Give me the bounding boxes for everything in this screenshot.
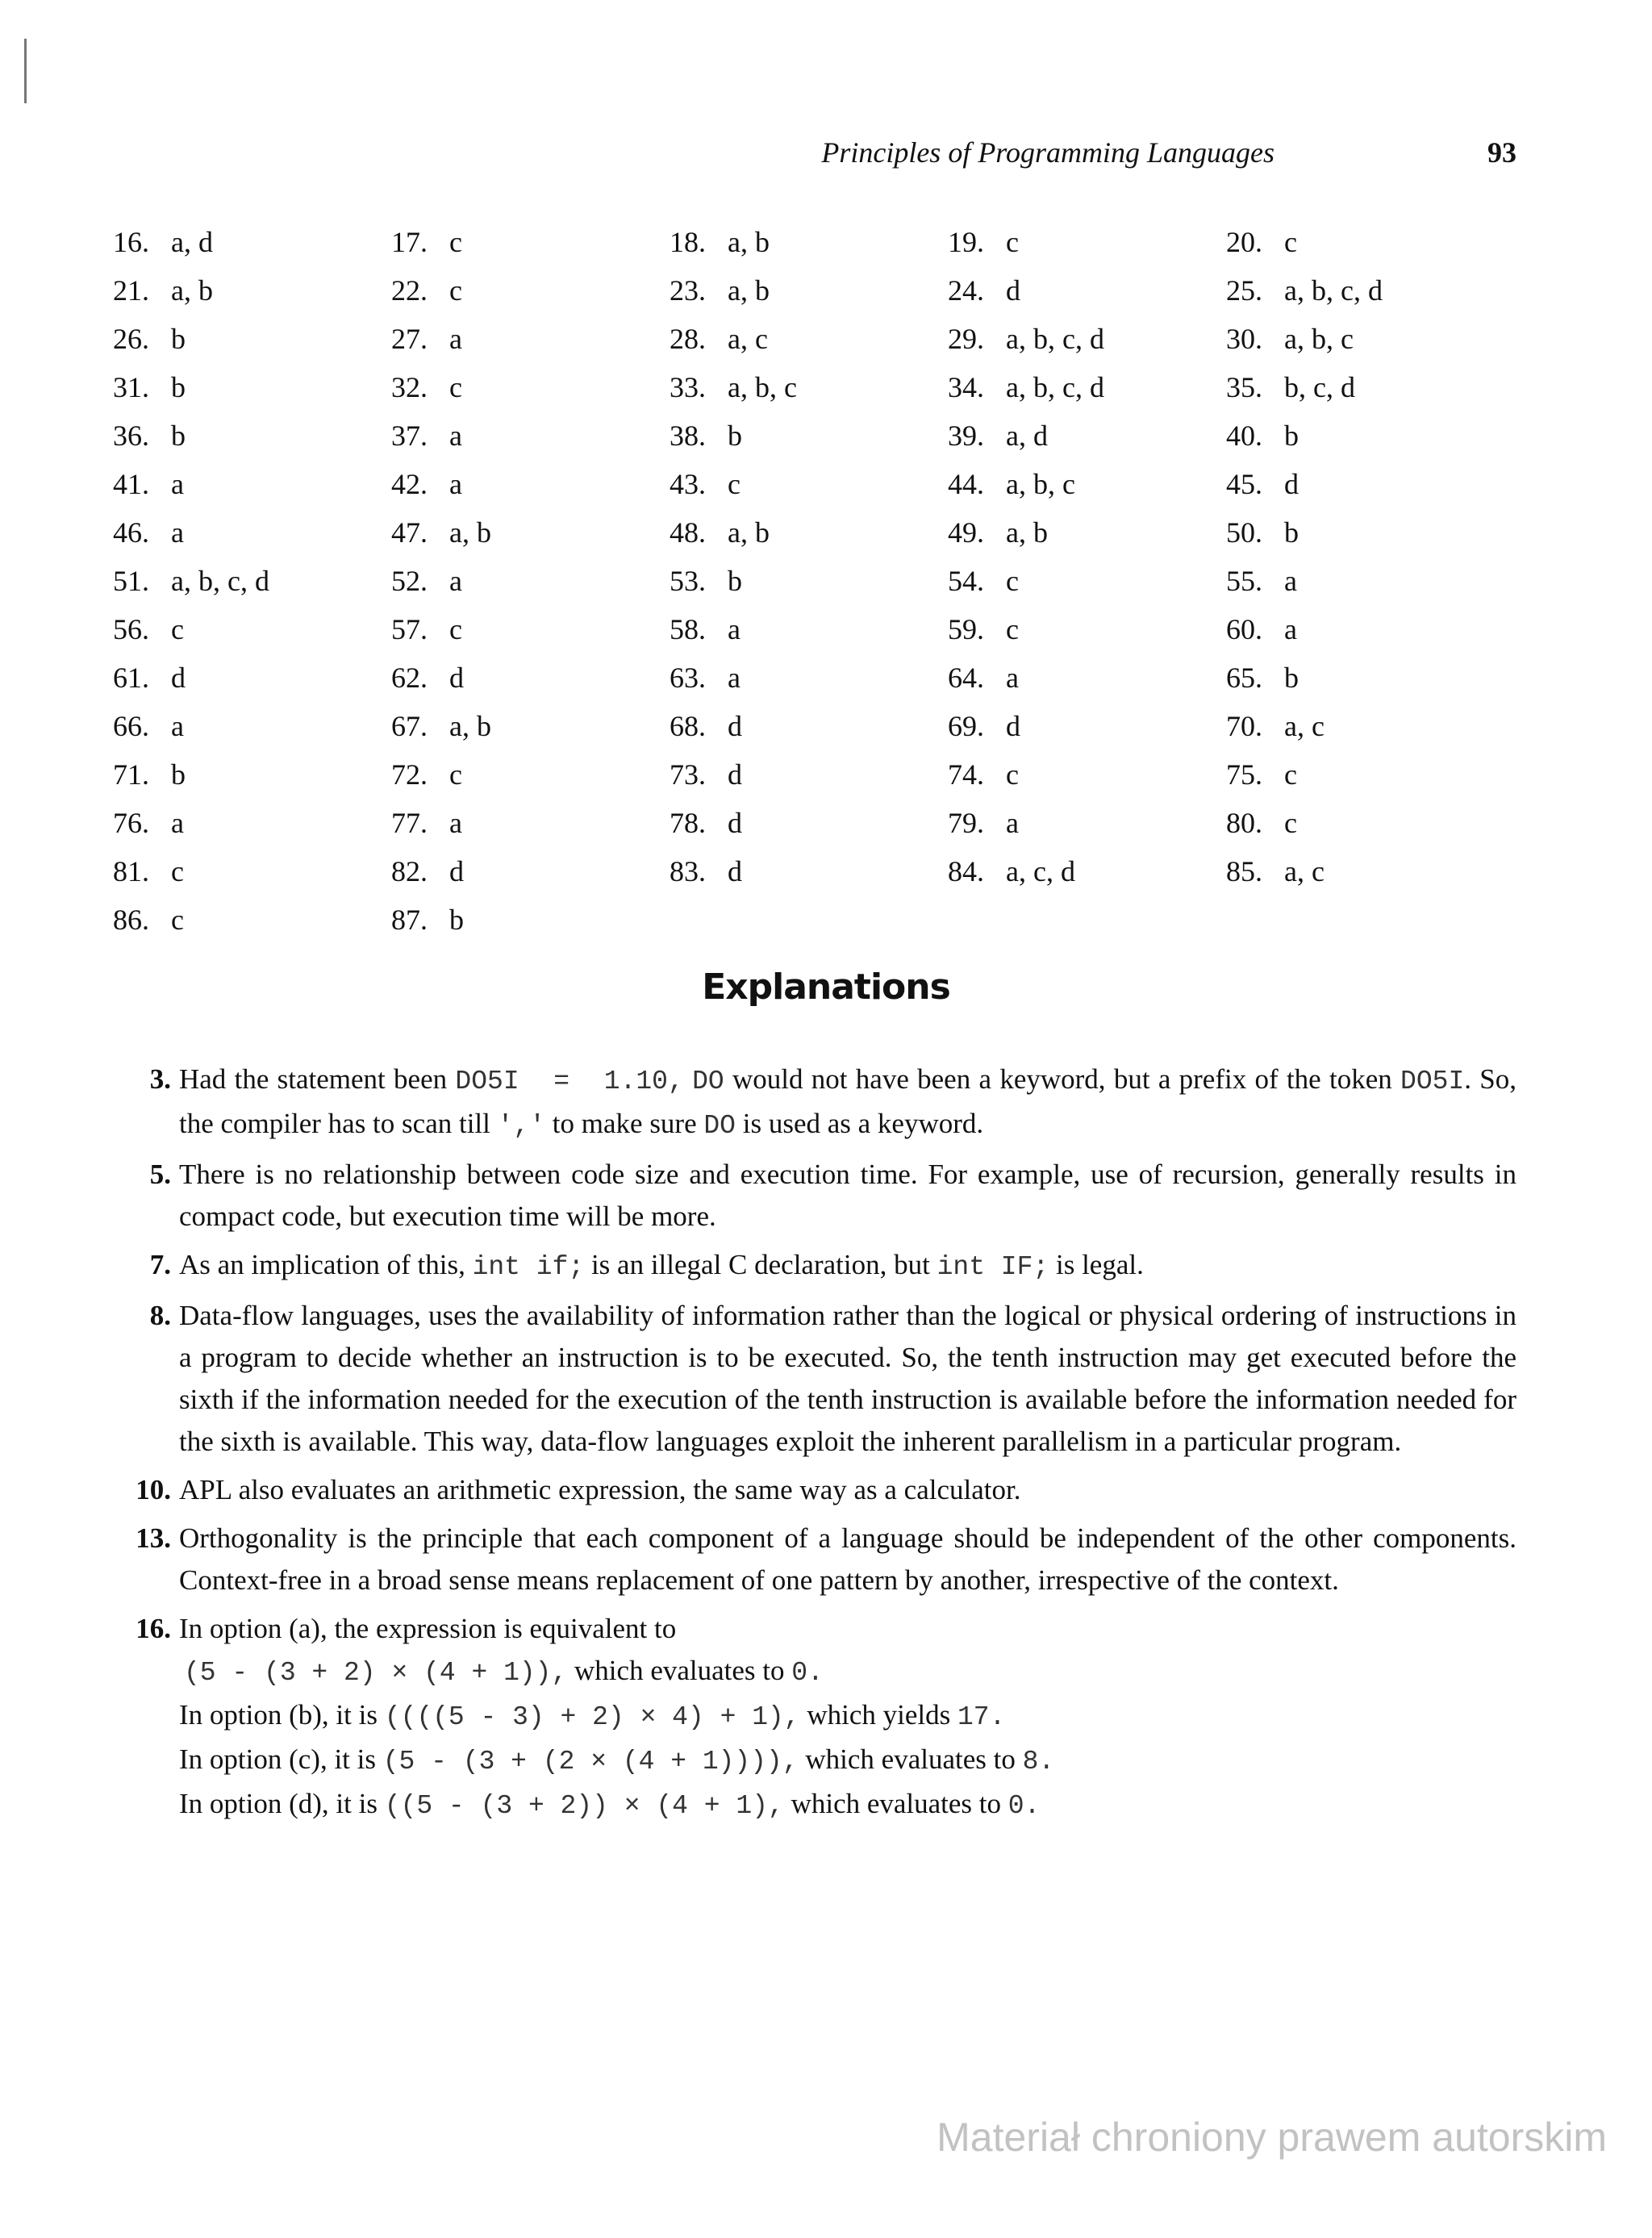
answer-item [1226,702,1516,750]
answer-options: a, c, d [1006,855,1075,887]
code-run: 17. [957,1702,1006,1732]
code-run: ((((5 - 3) + 2) × 4) + 1), [384,1702,800,1732]
question-number: 43. [670,468,706,500]
question-number: 44. [948,468,984,500]
option-a-line [179,1650,1516,1694]
answer-options: a [1284,613,1297,645]
question-number: 71. [113,758,149,791]
question-number: 74. [948,758,984,791]
answer-item [948,460,1226,508]
explanation-number: 16. [136,1613,171,1644]
answer-options: a, b, c, d [1284,274,1383,307]
question-number: 60. [1226,613,1262,645]
answer-options: a [1006,807,1019,839]
explanation-text [179,1058,1516,1147]
answer-item [113,315,391,363]
explanation-number: 3. [149,1063,171,1095]
page-number: 93 [1487,136,1516,169]
answer-options: c [1006,613,1019,645]
answer-options: a, b [449,516,491,549]
answer-options: a, b, c, d [1006,371,1104,403]
answer-item [948,218,1226,266]
question-number: 86. [113,904,149,936]
question-number: 76. [113,807,149,839]
question-number: 67. [391,710,428,742]
question-number: 80. [1226,807,1262,839]
answer-options: b [1284,662,1299,694]
answer-item [391,847,670,896]
explanation-text: Data-flow languages, uses the availability of information rather than the logical or physical ordering of instructions in a program to decide whether an instruction is to be executed. So, the tenth instruction may get executed before the sixth if the information needed for the execution of the tenth instruction is available before the information needed for the sixth is available. This way, data-flow languages exploit the inherent parallelism in a particular program. [179,1300,1516,1457]
answer-item [113,218,391,266]
question-number: 39. [948,420,984,452]
explanation-3 [113,1058,1516,1147]
text-run: is legal. [1049,1249,1144,1280]
answer-key-grid [113,218,1516,944]
answer-item [1226,411,1516,460]
answer-options: a [449,323,462,355]
question-number: 21. [113,274,149,307]
code-run: int if; [472,1252,585,1282]
question-number: 64. [948,662,984,694]
explanation-5 [113,1154,1516,1238]
text-run: In option (b), it is [179,1699,385,1731]
question-number: 24. [948,274,984,307]
answer-options: a, c [728,323,768,355]
answer-options: b [1284,516,1299,549]
question-number: 61. [113,662,149,694]
question-number: 52. [391,565,428,597]
answer-item [113,605,391,653]
question-number: 65. [1226,662,1262,694]
question-number: 35. [1226,371,1262,403]
answer-options: a, b, c [1284,323,1354,355]
question-number: 18. [670,226,706,258]
answer-options: c [449,371,462,403]
answer-item [670,847,948,896]
question-number: 41. [113,468,149,500]
question-number: 22. [391,274,428,307]
answer-item [113,508,391,557]
answer-item [391,460,670,508]
answer-options: c [449,226,462,258]
answer-item [670,411,948,460]
answer-options: c [1006,758,1019,791]
explanation-text: There is no relationship between code size and execution time. For example, use of recursion, generally results in compact code, but execution time will be more. [179,1159,1516,1232]
code-run: 0. [791,1658,824,1688]
answer-item [391,896,670,944]
question-number: 57. [391,613,428,645]
answer-item [1226,605,1516,653]
answer-options: a, b, c [1006,468,1075,500]
answer-item [948,702,1226,750]
explanation-16 [113,1608,1516,1827]
question-number: 58. [670,613,706,645]
question-number: 16. [113,226,149,258]
answer-options: b [171,371,186,403]
answer-options: b [728,420,742,452]
answer-options: d [449,662,464,694]
answer-options: b [171,758,186,791]
text-run: Had the statement been [179,1063,456,1095]
answer-options: a, b [1006,516,1048,549]
running-header [113,136,1516,181]
explanation-number: 5. [149,1159,171,1190]
answer-item [1226,218,1516,266]
answer-options: c [449,613,462,645]
answer-item [1226,557,1516,605]
text-run: As an implication of this, [179,1249,473,1280]
text-run: In option (c), it is [179,1743,383,1775]
question-number: 81. [113,855,149,887]
answer-options: a [449,468,462,500]
question-number: 66. [113,710,149,742]
text-run: is an illegal C declaration, but [584,1249,937,1280]
answer-options: a, b, c, d [1006,323,1104,355]
answer-item [948,750,1226,799]
question-number: 38. [670,420,706,452]
question-number: 20. [1226,226,1262,258]
question-number: 77. [391,807,428,839]
question-number: 79. [948,807,984,839]
answer-item [391,750,670,799]
question-number: 73. [670,758,706,791]
answer-options: a, d [171,226,213,258]
code-run: int IF; [937,1252,1049,1282]
question-number: 56. [113,613,149,645]
answer-options: a [449,807,462,839]
explanation-number: 10. [136,1474,171,1505]
question-number: 68. [670,710,706,742]
answer-item [1226,315,1516,363]
answer-item [391,702,670,750]
question-number: 49. [948,516,984,549]
question-number: 55. [1226,565,1262,597]
option-b-line [179,1694,1516,1739]
explanation-intro: In option (a), the expression is equivalent to [179,1613,677,1644]
answer-options: c [1284,226,1297,258]
question-number: 32. [391,371,428,403]
code-run: 0. [1007,1791,1041,1821]
answer-options: a, c [1284,855,1325,887]
question-number: 29. [948,323,984,355]
question-number: 63. [670,662,706,694]
answer-options: a [449,420,462,452]
answer-options: b [728,565,742,597]
question-number: 28. [670,323,706,355]
question-number: 51. [113,565,149,597]
question-number: 75. [1226,758,1262,791]
question-number: 82. [391,855,428,887]
code-run: (5 - (3 + (2 × (4 + 1)))), [382,1747,799,1777]
answer-options: a [449,565,462,597]
answer-item [391,557,670,605]
question-number: 87. [391,904,428,936]
answer-item [670,605,948,653]
answer-item [948,847,1226,896]
answer-options: c [1006,226,1019,258]
section-title: Explanations [702,967,950,1008]
answer-item [113,266,391,315]
answer-options: c [171,904,184,936]
question-number: 85. [1226,855,1262,887]
code-run: DO5I = 1.10, [455,1067,684,1096]
question-number: 59. [948,613,984,645]
answer-options: a [1006,662,1019,694]
question-number: 48. [670,516,706,549]
answer-options: a, c [1284,710,1325,742]
answer-item [948,653,1226,702]
code-run: ',' [497,1111,546,1141]
answer-item [1226,653,1516,702]
text-run: is used as a keyword. [735,1108,984,1139]
answer-item [391,653,670,702]
question-number: 23. [670,274,706,307]
code-run: DO [692,1067,724,1096]
answer-item [1226,799,1516,847]
answer-options: b [171,420,186,452]
answer-item [1226,363,1516,411]
answer-options: d [728,855,742,887]
answer-item [948,315,1226,363]
code-run: (5 - (3 + 2) × (4 + 1)), [184,1658,568,1688]
answer-options: a, d [1006,420,1048,452]
question-number: 54. [948,565,984,597]
answer-item [391,363,670,411]
explanation-10 [113,1469,1516,1511]
explanation-8 [113,1295,1516,1463]
text-run [684,1063,692,1095]
code-run: DO5I [1400,1067,1465,1096]
answer-options: d [1284,468,1299,500]
answer-options: a, b [171,274,213,307]
answer-item [391,266,670,315]
question-number: 25. [1226,274,1262,307]
answer-item [670,363,948,411]
answer-options: d [449,855,464,887]
answer-options: b [1284,420,1299,452]
answer-item [670,799,948,847]
question-number: 50. [1226,516,1262,549]
answer-item [948,605,1226,653]
answer-item [670,266,948,315]
explanation-text: APL also evaluates an arithmetic expression, the same way as a calculator. [179,1474,1021,1505]
code-run: ((5 - (3 + 2)) × (4 + 1), [384,1791,784,1821]
answer-options: a [171,468,184,500]
text-run: which evaluates to [783,1788,1008,1819]
answer-options: d [728,758,742,791]
explanation-number: 7. [149,1249,171,1280]
answer-options: c [728,468,740,500]
answer-options: d [1006,710,1020,742]
code-run: DO [703,1111,736,1141]
question-number: 40. [1226,420,1262,452]
answer-options: a [171,710,184,742]
answer-options: c [1006,565,1019,597]
answer-item [670,750,948,799]
answer-item [391,218,670,266]
answer-item [670,315,948,363]
answer-item [113,411,391,460]
question-number: 42. [391,468,428,500]
answer-options: a [1284,565,1297,597]
text-run: which evaluates to [798,1743,1023,1775]
answer-item [670,653,948,702]
answer-item [948,799,1226,847]
question-number: 26. [113,323,149,355]
answer-options: b [449,904,464,936]
question-number: 33. [670,371,706,403]
answer-item [391,605,670,653]
text-run: which evaluates to [567,1655,792,1686]
question-number: 70. [1226,710,1262,742]
text-run: to make sure [545,1108,704,1139]
answer-item [391,799,670,847]
question-number: 46. [113,516,149,549]
answer-options: c [1284,807,1297,839]
answer-item [948,266,1226,315]
answer-item [113,702,391,750]
answer-item [1226,847,1516,896]
question-number: 31. [113,371,149,403]
answer-item [1226,750,1516,799]
question-number: 62. [391,662,428,694]
answer-item [948,508,1226,557]
answer-item [948,411,1226,460]
question-number: 34. [948,371,984,403]
answer-item [113,847,391,896]
question-number: 83. [670,855,706,887]
answer-options: c [171,855,184,887]
answer-options: c [171,613,184,645]
option-c-line [179,1739,1516,1783]
explanation-number: 13. [136,1522,171,1554]
question-number: 45. [1226,468,1262,500]
answer-options: a, b [728,516,770,549]
answer-options: a [171,807,184,839]
question-number: 84. [948,855,984,887]
explanation-number: 8. [149,1300,171,1331]
answer-options: d [1006,274,1020,307]
answer-item [113,557,391,605]
text-run: which yields [799,1699,957,1731]
answer-item [1226,508,1516,557]
answer-item [391,508,670,557]
answer-options: a, b [728,274,770,307]
answer-options: a [728,613,740,645]
answer-item [948,557,1226,605]
question-number: 30. [1226,323,1262,355]
answer-item [1226,460,1516,508]
answer-options: d [728,710,742,742]
book-title: Principles of Programming Languages [821,136,1274,169]
answer-options: c [449,758,462,791]
answer-options: a [171,516,184,549]
answer-item [670,218,948,266]
question-number: 36. [113,420,149,452]
answer-options: b [171,323,186,355]
answer-options: d [171,662,186,694]
explanations-list [113,1058,1516,1834]
text-run: would not have been a keyword, but a prefix of the token [724,1063,1401,1095]
answer-item [113,363,391,411]
question-number: 37. [391,420,428,452]
question-number: 19. [948,226,984,258]
answer-options: b, c, d [1284,371,1355,403]
answer-item [391,315,670,363]
answer-item [670,508,948,557]
answer-options: a, b [728,226,770,258]
option-d-line [179,1783,1516,1827]
explanation-text [179,1244,1516,1288]
question-number: 78. [670,807,706,839]
answer-item [948,363,1226,411]
question-number: 47. [391,516,428,549]
answer-item [113,799,391,847]
text-run: In option (d), it is [179,1788,385,1819]
answer-options: a, b [449,710,491,742]
answer-item [113,896,391,944]
explanation-13 [113,1518,1516,1601]
answer-options: a, b, c, d [171,565,269,597]
answer-item [113,750,391,799]
answer-item [1226,266,1516,315]
answer-options: a, b, c [728,371,797,403]
question-number: 53. [670,565,706,597]
explanation-text: Orthogonality is the principle that each component of a language should be independent of the other components. Context-free in a broad sense means replacement of one pattern by another, irrespective of the context. [179,1522,1516,1596]
answer-options: a [728,662,740,694]
explanation-7 [113,1244,1516,1288]
answer-item [670,702,948,750]
question-number: 27. [391,323,428,355]
answer-item [670,557,948,605]
answer-options: c [449,274,462,307]
question-number: 17. [391,226,428,258]
answer-item [391,411,670,460]
question-number: 69. [948,710,984,742]
answer-options: c [1284,758,1297,791]
answer-item [113,653,391,702]
answer-item [670,460,948,508]
question-number: 72. [391,758,428,791]
copyright-watermark: Materiał chroniony prawem autorskim [937,2115,1607,2160]
answer-options: d [728,807,742,839]
text-run: . So, the compiler has to scan till [179,1063,1517,1139]
page-edge-mark [24,39,27,103]
answer-item [113,460,391,508]
code-run: 8. [1022,1747,1055,1777]
